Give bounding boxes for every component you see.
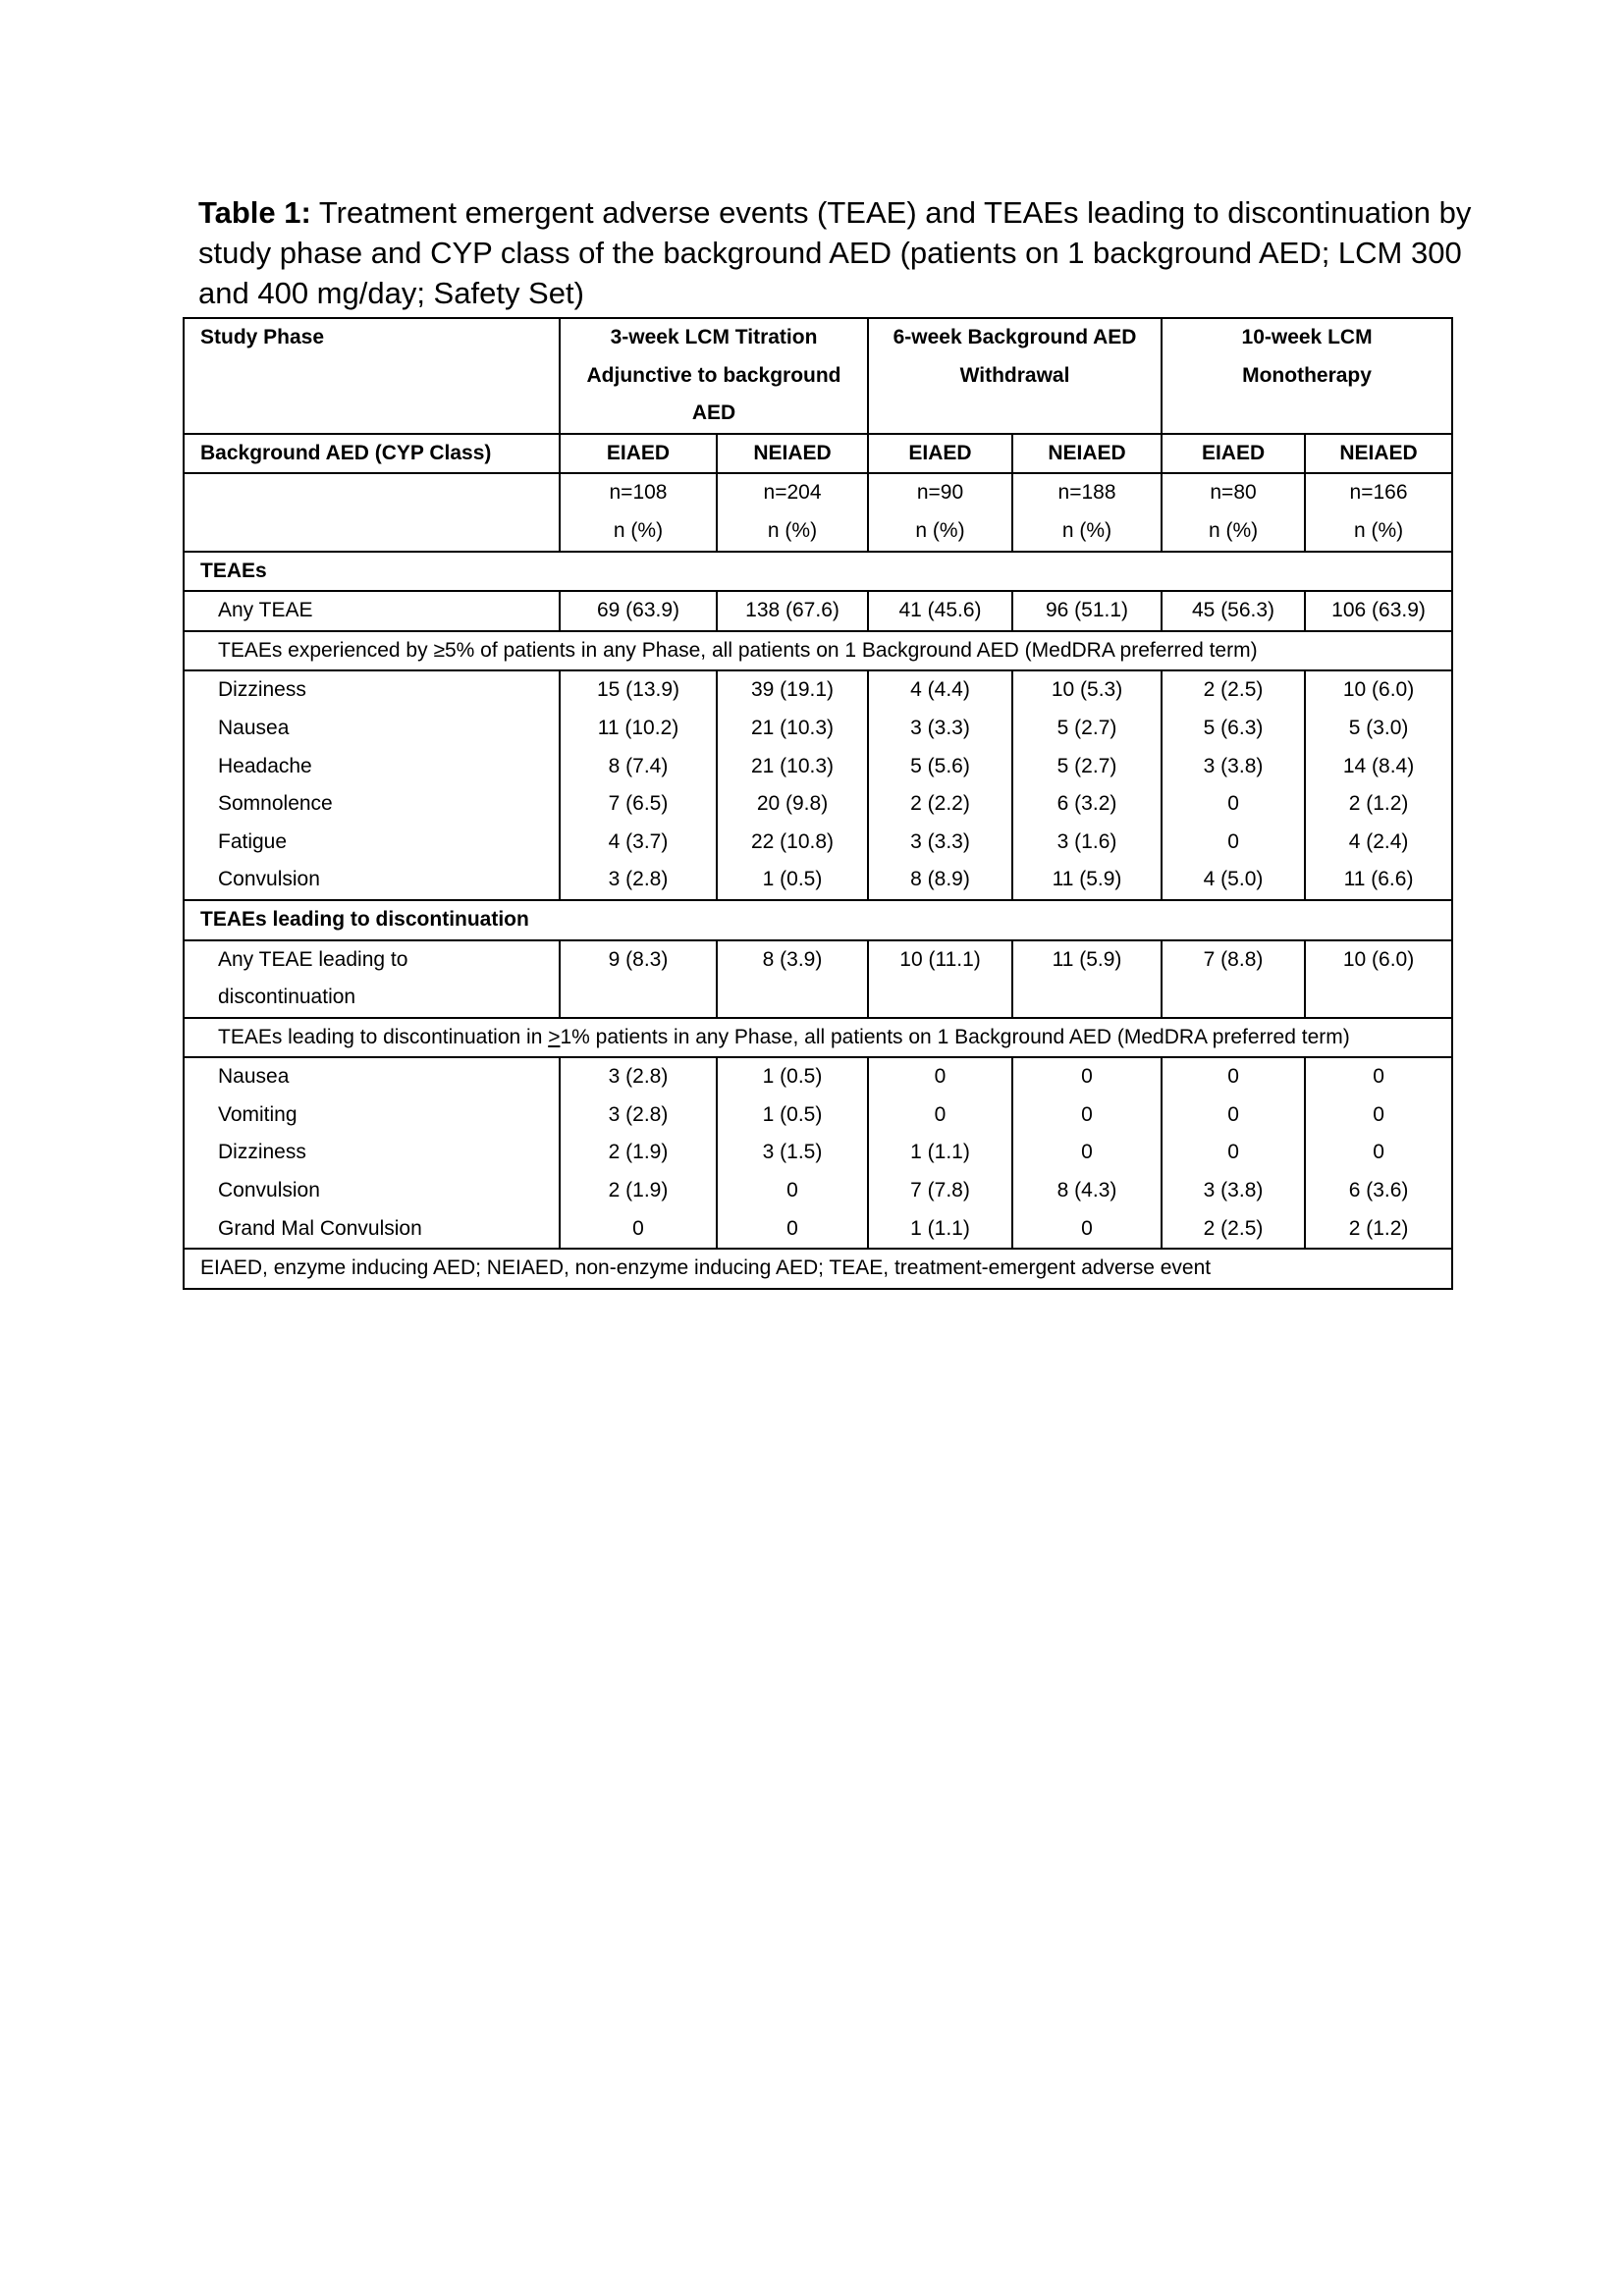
table-row (184, 591, 1452, 631)
n-cell: n=90 n (%) (868, 473, 1012, 551)
value-cell: 41 (45.6) (868, 591, 1012, 631)
table-row (184, 670, 1452, 900)
value-cell: 0 0 1 (1.1) 7 (7.8) 1 (1.1) (868, 1057, 1012, 1249)
caption-label: Table 1: (198, 195, 311, 230)
phase-withdrawal-header: 6-week Background AED Withdrawal (868, 318, 1162, 434)
adverse-events-table (183, 317, 1453, 1290)
cyp-cell: NEIAED (717, 434, 868, 474)
value-cell: 69 (63.9) (560, 591, 717, 631)
subheader-row (184, 1018, 1452, 1058)
n-cell: n=204 n (%) (717, 473, 868, 551)
cyp-cell: NEIAED (1012, 434, 1162, 474)
study-phase-row (184, 318, 1452, 434)
caption-text: Treatment emergent adverse events (TEAE) and TEAEs leading to discontinuation by study phase and CYP class of the background AED (patients on 1 background AED; LCM 300 and 400 mg/day; Safety Set) (198, 195, 1472, 310)
empty-cell (184, 473, 560, 551)
teaes-section-title: TEAEs (184, 552, 1452, 592)
phase-titration-header: 3-week LCM Titration Adjunctive to background AED (560, 318, 868, 434)
value-cell: 4 (4.4) 3 (3.3) 5 (5.6) 2 (2.2) 3 (3.3) 8 (8.9) (868, 670, 1012, 900)
value-cell: 2 (2.5) 5 (6.3) 3 (3.8) 0 0 4 (5.0) (1162, 670, 1305, 900)
n-cell: n=108 n (%) (560, 473, 717, 551)
table-row (184, 940, 1452, 1018)
table-footnote: EIAED, enzyme inducing AED; NEIAED, non-enzyme inducing AED; TEAE, treatment-emergent adverse event (184, 1249, 1452, 1289)
value-cell: 0 0 0 8 (4.3) 0 (1012, 1057, 1162, 1249)
value-cell: 39 (19.1) 21 (10.3) 21 (10.3) 20 (9.8) 22 (10.8) 1 (0.5) (717, 670, 868, 900)
teaes-subheader: TEAEs experienced by ≥5% of patients in any Phase, all patients on 1 Background AED (MedDRA preferred term) (184, 631, 1452, 671)
row-label: Nausea Vomiting Dizziness Convulsion Grand Mal Convulsion (184, 1057, 560, 1249)
row-label: Any TEAE (184, 591, 560, 631)
value-cell: 96 (51.1) (1012, 591, 1162, 631)
section-row (184, 552, 1452, 592)
value-cell: 138 (67.6) (717, 591, 868, 631)
table-caption (198, 192, 1475, 313)
cyp-cell: EIAED (560, 434, 717, 474)
cyp-cell: NEIAED (1305, 434, 1452, 474)
value-cell: 11 (5.9) (1012, 940, 1162, 1018)
value-cell: 9 (8.3) (560, 940, 717, 1018)
value-cell: 10 (11.1) (868, 940, 1012, 1018)
n-cell: n=80 n (%) (1162, 473, 1305, 551)
cyp-cell: EIAED (868, 434, 1012, 474)
row-label: Dizziness Nausea Headache Somnolence Fatigue Convulsion (184, 670, 560, 900)
footnote-row (184, 1249, 1452, 1289)
value-cell: 10 (6.0) 5 (3.0) 14 (8.4) 2 (1.2) 4 (2.4) 11 (6.6) (1305, 670, 1452, 900)
value-cell: 15 (13.9) 11 (10.2) 8 (7.4) 7 (6.5) 4 (3.7) 3 (2.8) (560, 670, 717, 900)
value-cell: 7 (8.8) (1162, 940, 1305, 1018)
value-cell: 106 (63.9) (1305, 591, 1452, 631)
cyp-class-row (184, 434, 1452, 474)
value-cell: 10 (6.0) (1305, 940, 1452, 1018)
disc-section-title: TEAEs leading to discontinuation (184, 900, 1452, 940)
value-cell: 0 0 0 6 (3.6) 2 (1.2) (1305, 1057, 1452, 1249)
value-cell: 45 (56.3) (1162, 591, 1305, 631)
cyp-cell: EIAED (1162, 434, 1305, 474)
value-cell: 1 (0.5) 1 (0.5) 3 (1.5) 0 0 (717, 1057, 868, 1249)
phase-monotherapy-header: 10-week LCM Monotherapy (1162, 318, 1452, 434)
row-label: Any TEAE leading to discontinuation (184, 940, 560, 1018)
cyp-class-label: Background AED (CYP Class) (184, 434, 560, 474)
sample-size-row (184, 473, 1452, 551)
study-phase-label: Study Phase (184, 318, 560, 434)
value-cell: 0 0 0 3 (3.8) 2 (2.5) (1162, 1057, 1305, 1249)
value-cell: 10 (5.3) 5 (2.7) 5 (2.7) 6 (3.2) 3 (1.6) 11 (5.9) (1012, 670, 1162, 900)
subheader-row (184, 631, 1452, 671)
disc-subheader: TEAEs leading to discontinuation in >1% patients in any Phase, all patients on 1 Background AED (MedDRA preferred term) (184, 1018, 1452, 1058)
table-row (184, 1057, 1452, 1249)
n-cell: n=188 n (%) (1012, 473, 1162, 551)
value-cell: 8 (3.9) (717, 940, 868, 1018)
section-row (184, 900, 1452, 940)
value-cell: 3 (2.8) 3 (2.8) 2 (1.9) 2 (1.9) 0 (560, 1057, 717, 1249)
n-cell: n=166 n (%) (1305, 473, 1452, 551)
